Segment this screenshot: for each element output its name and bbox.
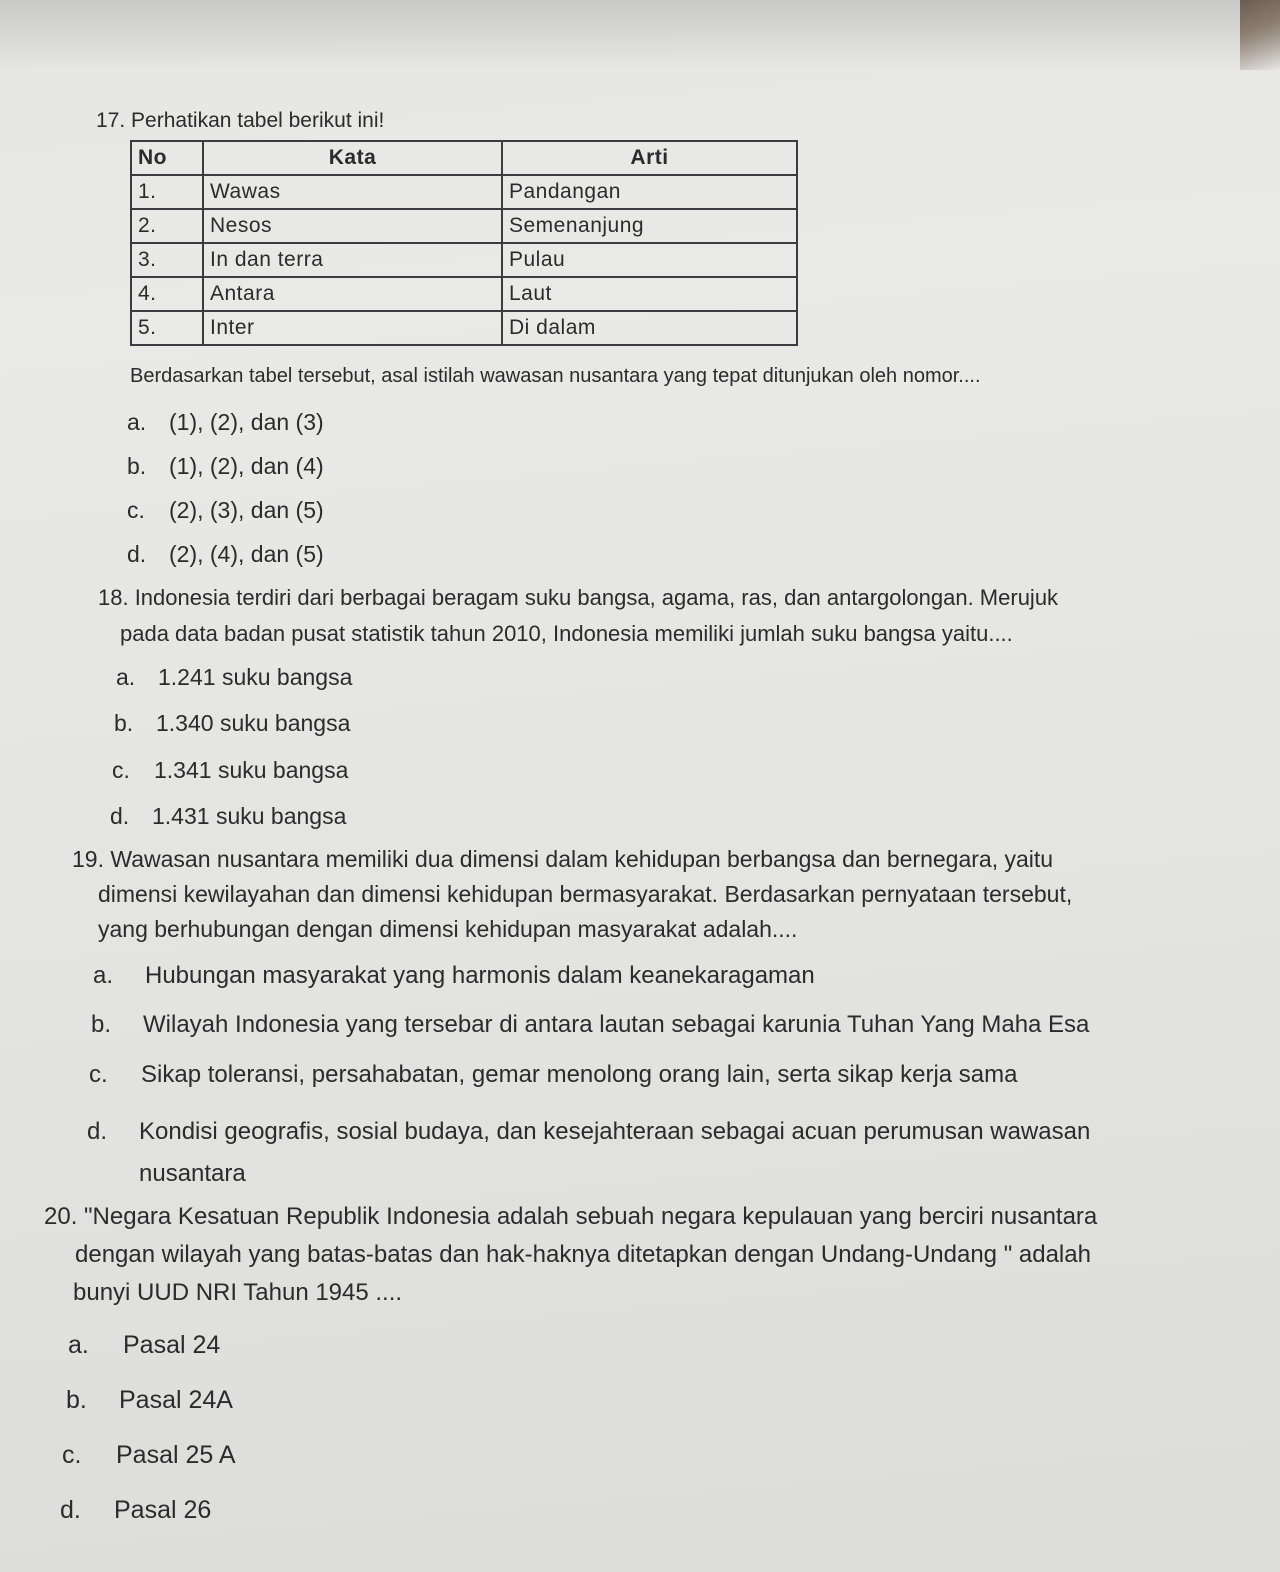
- cell-no: 3.: [131, 243, 203, 277]
- question-17-text: Berdasarkan tabel tersebut, asal istilah wawasan nusantara yang tepat ditunjukan oleh nomor....: [130, 365, 981, 387]
- cell-no: 2.: [131, 209, 203, 243]
- header-arti: Arti: [502, 141, 797, 175]
- paper-fold-shadow: [0, 0, 1280, 70]
- cell-arti: Pulau: [502, 243, 797, 277]
- q19-option-c[interactable]: c. Sikap toleransi, persahabatan, gemar menolong orang lain, serta sikap kerja sama: [89, 1061, 1018, 1088]
- q18-option-d[interactable]: d. 1.431 suku bangsa: [110, 803, 347, 829]
- cell-kata: Wawas: [203, 175, 502, 209]
- table-row: [131, 243, 797, 277]
- cell-arti: Semenanjung: [502, 209, 797, 243]
- q19-option-a[interactable]: a. Hubungan masyarakat yang harmonis dalam keanekaragaman: [93, 962, 815, 989]
- question-18-text: 18. Indonesia terdiri dari berbagai beragam suku bangsa, agama, ras, dan antargolongan. Merujuk pada data badan pusat statistik tahun 2010, Indonesia memiliki jumlah suku bangsa yaitu....: [98, 585, 1059, 646]
- q18-option-c[interactable]: c. 1.341 suku bangsa: [112, 757, 349, 783]
- table-row: [131, 311, 797, 345]
- q17-option-d[interactable]: d. (2), (4), dan (5): [127, 541, 324, 567]
- table-row: [131, 209, 797, 243]
- word-meaning-table: [130, 140, 798, 346]
- question-17-title: 17. Perhatikan tabel berikut ini!: [96, 109, 385, 132]
- q20-option-d[interactable]: d. Pasal 26: [60, 1496, 212, 1524]
- header-kata: Kata: [203, 141, 502, 175]
- q20-option-a[interactable]: a. Pasal 24: [68, 1331, 221, 1359]
- q17-option-b[interactable]: b. (1), (2), dan (4): [127, 453, 324, 479]
- table-header-row: [131, 141, 797, 175]
- cell-no: 1.: [131, 175, 203, 209]
- q18-option-a[interactable]: a. 1.241 suku bangsa: [116, 664, 353, 690]
- q19-option-d[interactable]: d. Kondisi geografis, sosial budaya, dan kesejahteraan sebagai acuan perumusan wawasan nusantara: [87, 1118, 1091, 1187]
- paper-corner: [1240, 0, 1280, 70]
- header-no: No: [131, 141, 203, 175]
- cell-arti: Laut: [502, 277, 797, 311]
- cell-kata: In dan terra: [203, 243, 502, 277]
- question-20-text: 20. "Negara Kesatuan Republik Indonesia adalah sebuah negara kepulauan yang berciri nusantara dengan wilayah yang batas-batas dan hak-haknya ditetapkan dengan Undang-Undang " adalah bunyi UUD NRI Tahun 1945 ....: [44, 1203, 1098, 1306]
- cell-arti: Di dalam: [502, 311, 797, 345]
- q19-option-b[interactable]: b. Wilayah Indonesia yang tersebar di antara lautan sebagai karunia Tuhan Yang Maha Esa: [91, 1011, 1090, 1038]
- cell-kata: Antara: [203, 277, 502, 311]
- table-row: [131, 277, 797, 311]
- cell-arti: Pandangan: [502, 175, 797, 209]
- q20-option-c[interactable]: c. Pasal 25 A: [62, 1441, 236, 1469]
- q17-option-c[interactable]: c. (2), (3), dan (5): [127, 497, 324, 523]
- cell-no: 4.: [131, 277, 203, 311]
- q20-option-b[interactable]: b. Pasal 24A: [66, 1386, 233, 1414]
- table-row: [131, 175, 797, 209]
- cell-kata: Inter: [203, 311, 502, 345]
- q18-option-b[interactable]: b. 1.340 suku bangsa: [114, 710, 351, 736]
- cell-kata: Nesos: [203, 209, 502, 243]
- question-19-text: 19. Wawasan nusantara memiliki dua dimensi dalam kehidupan berbangsa dan bernegara, yaitu dimensi kewilayahan dan dimensi kehidupan bermasyarakat. Berdasarkan pernyataan tersebut, yang berhubungan dengan dimensi kehidupan masyarakat adalah....: [72, 846, 1073, 942]
- q17-option-a[interactable]: a. (1), (2), dan (3): [127, 409, 324, 435]
- cell-no: 5.: [131, 311, 203, 345]
